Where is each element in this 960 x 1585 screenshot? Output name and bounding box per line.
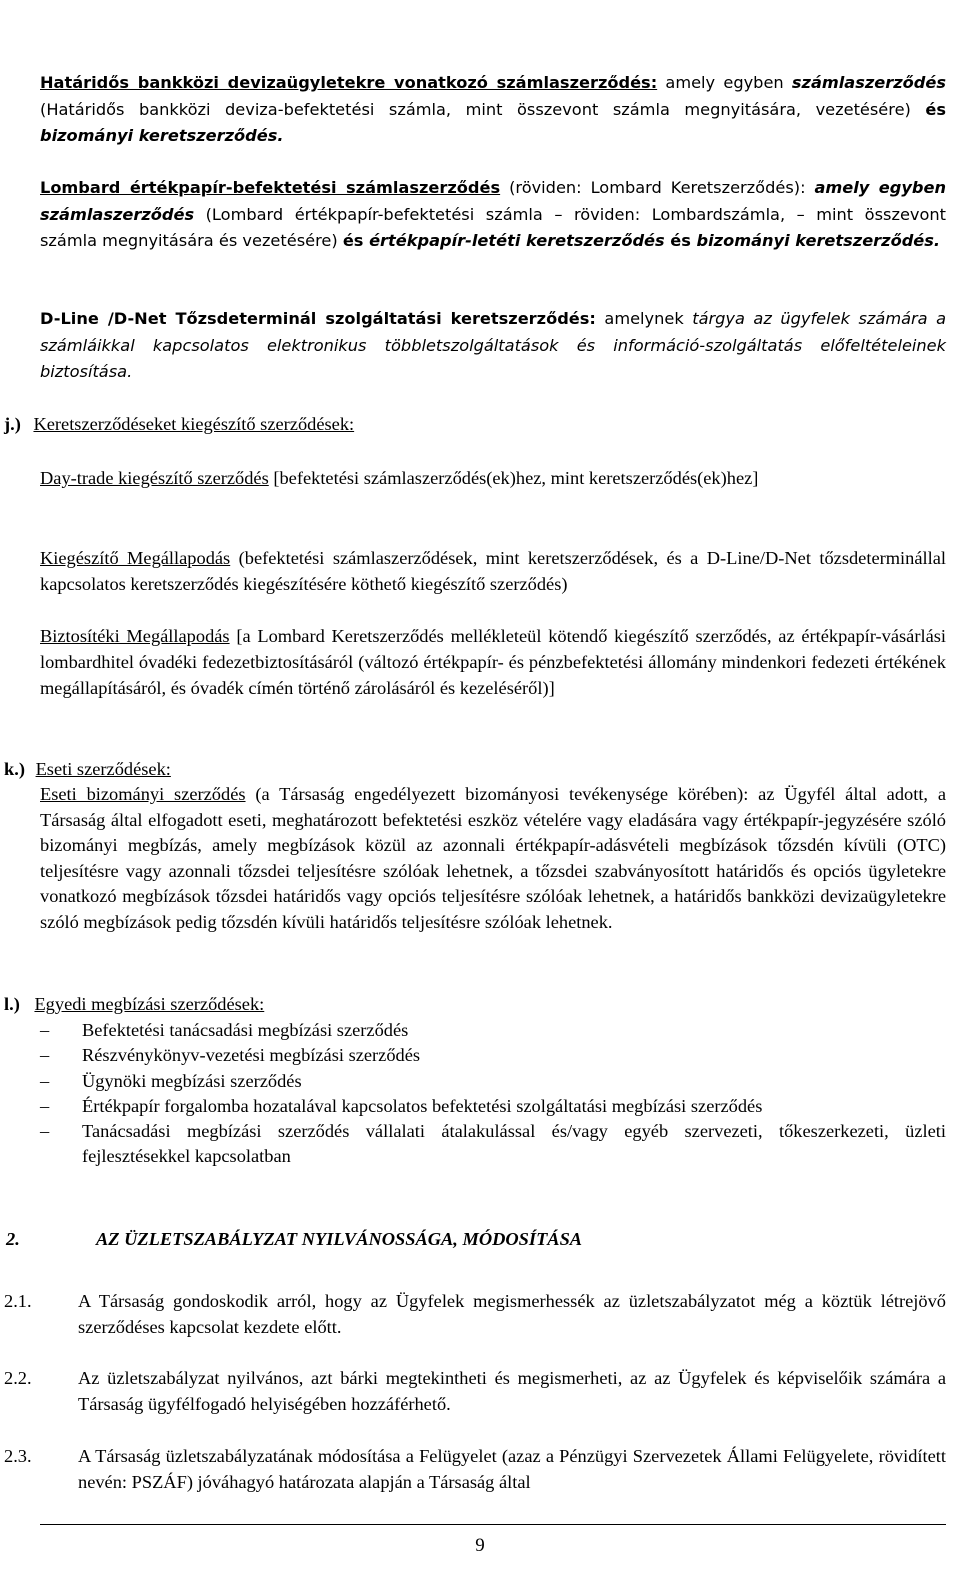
dline-title: D-Line /D-Net Tőzsdeterminál szolgáltatási keretszerződés:	[40, 309, 596, 328]
lombard-text-6: és	[664, 231, 697, 250]
lombard-text-5: értékpapír-letéti keretszerződés	[369, 231, 665, 250]
lombard-text-1: (röviden: Lombard Keretszerződés):	[500, 178, 815, 197]
agency-contract-list	[40, 1018, 946, 1170]
dash-bullet: –	[40, 1020, 50, 1040]
dash-bullet: –	[40, 1121, 50, 1142]
kiegeszito-title: Kiegészítő Megállapodás	[40, 548, 231, 568]
list-item-text: Részvénykönyv-vezetési megbízási szerződés	[82, 1045, 421, 1066]
list-item-text: Befektetési tanácsadási megbízási szerződés	[82, 1020, 409, 1040]
item-text: A Társaság gondoskodik arról, hogy az Ügyfelek megismerhessék az üzletszabályzatot még a köztük létrejövő szerződéses kapcsolat kezdete előtt.	[78, 1291, 946, 1338]
item-2-3	[0, 1443, 946, 1495]
hataridos-text-3: (Határidős bankközi deviza-befektetési számla, mint összevont számla megnyitására, vezetésére)	[40, 99, 926, 119]
paragraph-daytrade	[40, 465, 946, 491]
list-item-text: Ügynöki megbízási szerződés	[82, 1070, 302, 1091]
lombard-text-3: (Lombard értékpapír-befektetési számla – röviden: Lombardszámla, – mint összevont számla megnyitására és vezetésére)	[40, 204, 946, 250]
biztositeki-title: Biztosítéki Megállapodás	[40, 626, 230, 646]
lombard-text-4: és	[342, 231, 370, 250]
list-item	[40, 1094, 946, 1119]
dash-bullet: –	[40, 1095, 50, 1116]
footer-divider	[40, 1524, 946, 1525]
item-text: Az üzletszabályzat nyilvános, azt bárki megtekintheti és megismerheti, az az Ügyfelek és képviselőik számára a Társaság ügyfélfogadó helyiségében hozzáférhető.	[78, 1368, 946, 1415]
list-item	[40, 1119, 946, 1170]
section-k-label: k.)	[4, 759, 25, 779]
item-text: A Társaság üzletszabályzatának módosítása a Felügyelet (azaz a Pénzügyi Szervezetek Állami Felügyelete, rövidített nevén: PSZÁF) jóváhagyó határozata alapján a Társaság által	[78, 1446, 946, 1493]
paragraph-biztositeki	[40, 623, 946, 702]
hataridos-text-1: amely egyben	[657, 73, 792, 92]
hataridos-title: Határidős bankközi devizaügyletekre vonatkozó számlaszerződés:	[40, 73, 658, 92]
section-k-heading	[4, 756, 171, 782]
section-l-title: Egyedi megbízási szerződések:	[34, 994, 265, 1014]
section-2-number: 2.	[6, 1229, 20, 1249]
list-item	[40, 1043, 946, 1068]
paragraph-kiegeszito	[40, 545, 946, 597]
section-k-title: Eseti szerződések:	[35, 759, 171, 779]
paragraph-lombard	[40, 175, 946, 255]
section-2-heading	[6, 1226, 583, 1252]
section-l-label: l.)	[4, 994, 20, 1014]
list-item-text: Tanácsadási megbízási szerződés vállalati átalakulással és/vagy egyéb szervezeti, tőkeszerkezeti, üzleti fejlesztésekkel kapcsolatban	[82, 1121, 946, 1167]
kiegeszito-text: (befektetési számlaszerződések, mint keretszerződések, és a D-Line/D-Net tőzsdeterminállal kapcsolatos keretszerződés kiegészítésére köthető kiegészítő szerződés)	[40, 548, 946, 595]
section-j-heading	[4, 411, 354, 437]
list-item-text: Értékpapír forgalomba hozatalával kapcsolatos befektetési szolgáltatási megbízási szerződés	[82, 1095, 763, 1116]
lombard-title: Lombard értékpapír-befektetési számlaszerződés	[40, 178, 501, 197]
daytrade-text: [befektetési számlaszerződés(ek)hez, mint keretszerződés(ek)hez]	[268, 468, 759, 488]
item-2-1	[0, 1288, 946, 1340]
eseti-title: Eseti bizományi szerződés	[40, 784, 246, 804]
paragraph-eseti	[40, 782, 946, 936]
lombard-text-7: bizományi keretszerződés.	[696, 231, 941, 250]
list-item	[40, 1018, 946, 1043]
dline-text-2: tárgya az ügyfelek számára a számláikkal kapcsolatos elektronikus többletszolgáltatások és információ-szolgáltatás előfeltételeinek biztosítása.	[40, 309, 947, 381]
dash-bullet: –	[40, 1045, 50, 1066]
hataridos-text-4: és	[925, 99, 946, 119]
section-2-title: AZ ÜZLETSZABÁLYZAT NYILVÁNOSSÁGA, MÓDOSÍTÁSA	[96, 1229, 583, 1249]
biztositeki-text: [a Lombard Keretszerződés mellékleteül kötendő kiegészítő szerződés, az értékpapír-vásárlási lombardhitel óvadéki fedezetbiztosításáról (változó értékpapír- és pénzbefektetési állomány mindenkori fedezeti értékének megállapításáról, és óvadék címén történő zárolásáról és kezeléséről)]	[40, 626, 946, 699]
daytrade-title: Day-trade kiegészítő szerződés	[40, 468, 269, 488]
dline-text-1: amelynek	[595, 309, 693, 328]
section-j-label: j.)	[4, 414, 21, 434]
paragraph-dline	[40, 306, 946, 386]
hataridos-text-2: számlaszerződés	[791, 73, 946, 92]
hataridos-text-5: bizományi keretszerződés.	[40, 126, 284, 145]
lombard-text-2: amely egyben számlaszerződés	[40, 178, 947, 224]
item-number: 2.3.	[4, 1446, 32, 1466]
eseti-text: (a Társaság engedélyezett bizományosi tevékenysége körében): az Ügyfél által adott, a Társaság által elfogadott eseti, meghatározott befektetési eszköz vételére vagy eladására vagy értékpapír-jegyzésére szóló bizományi megbízás, amely megbízások közül az azonnali értékpapír-adásvételi megbízások tőzsdén kívüli (OTC) teljesítésre vagy azonnali tőzsdei teljesítésre szólóak lehetnek, a tőzsdei szabványosított határidős és opciós ügyletekre vonatkozó megbízások tőzsdei határidős vagy opciós teljesítésre szólóak lehetnek, a határidős bankközi devizaügyletekre szóló megbízások pedig tőzsdén kívüli határidős teljesítésre szólóak lehetnek.	[40, 784, 947, 932]
section-l-heading	[4, 991, 264, 1017]
section-j-title: Keretszerződéseket kiegészítő szerződések:	[33, 414, 355, 434]
paragraph-hataridos	[40, 70, 946, 150]
item-number: 2.2.	[4, 1368, 32, 1388]
item-2-2	[0, 1365, 946, 1417]
dash-bullet: –	[40, 1070, 50, 1091]
page-number: 9	[475, 1535, 485, 1556]
item-number: 2.1.	[4, 1291, 32, 1311]
list-item	[40, 1069, 946, 1094]
